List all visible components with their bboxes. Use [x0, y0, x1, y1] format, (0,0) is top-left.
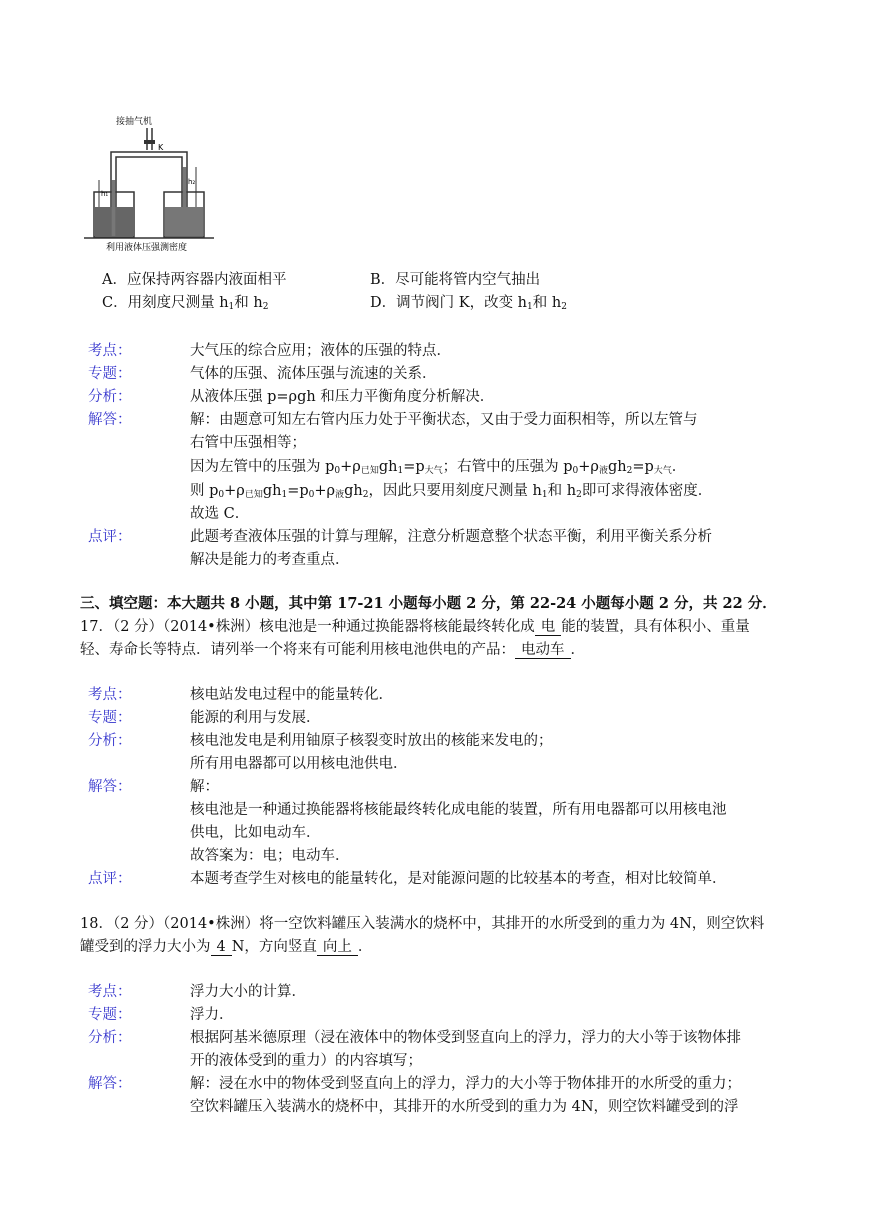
h1-label: h₁: [101, 190, 109, 198]
zhuanti-label: 专题：: [88, 1007, 132, 1023]
section-header: 三、填空题：本大题共 8 小题，其中第 17-21 小题每小题 2 分，第 22-24 小题每小题 2 分，共 22 分．: [80, 595, 777, 612]
jieda-line-1: 解：由题意可知左右管内压力处于平衡状态，又由于受力面积相等，所以左管与: [190, 412, 698, 428]
jieda-line-1: 解：浸在水中的物体受到竖直向上的浮力，浮力的大小等于物体排开的水所受的重力；: [190, 1076, 741, 1092]
zhuanti-text: 浮力．: [190, 1007, 234, 1023]
option-d: D．调节阀门 K，改变 $h_1$和 $h_2$: [370, 295, 567, 312]
kaodian-label: 考点：: [88, 984, 132, 1000]
q17-line-2: 轻、寿命长等特点．请列举一个将来有可能利用核电池供电的产品： 电动车 ．: [80, 642, 585, 658]
jieda-line-3: 因为左管中的压强为 $p_0+\rho_{已知}gh_1=p_{大气}$；右管中的压强为 $p_0+\rho_液gh_2=p_{大气}$．: [190, 459, 687, 476]
jieda-line-3: 供电，比如电动车．: [190, 825, 321, 841]
jieda-label: 解答：: [88, 779, 132, 795]
fenxi-text: 从液体压强 p=ρgh 和压力平衡角度分析解决．: [190, 389, 495, 405]
figure-caption: 利用液体压强测密度: [106, 243, 188, 252]
zhuanti-label: 专题：: [88, 366, 132, 382]
fenxi-line-1: 核电池发电是利用铀原子核裂变时放出的核能来发电的；: [190, 733, 553, 749]
zhuanti-text: 能源的利用与发展．: [190, 710, 321, 726]
fenxi-label: 分析：: [88, 733, 132, 749]
kaodian-label: 考点：: [88, 343, 132, 359]
option-a: A．应保持两容器内液面相平: [102, 272, 287, 288]
q18-answer-1: 4: [211, 939, 232, 956]
fenxi-line-2: 开的液体受到的重力）的内容填写；: [190, 1053, 422, 1069]
apparatus-figure: [84, 112, 214, 252]
valve-k: [144, 140, 155, 144]
fenxi-label: 分析：: [88, 1030, 132, 1046]
kaodian-label: 考点：: [88, 687, 132, 703]
q17-line-1: 17．（2 分）（2014•株洲）核电池是一种通过换能器将核能最终转化成 电 能的装置，具有体积小、重量: [80, 619, 750, 635]
q17-answer-2: 电动车: [515, 642, 571, 659]
q18-answer-2: 向上: [317, 939, 358, 956]
zhuanti-label: 专题：: [88, 710, 132, 726]
jieda-label: 解答：: [88, 412, 132, 428]
pump-label: 接抽气机: [116, 117, 153, 127]
kaodian-text: 核电站发电过程中的能量转化．: [190, 687, 393, 703]
fenxi-line-2: 所有用电器都可以用核电池供电．: [190, 756, 408, 772]
zhuanti-text: 气体的压强、流体压强与流速的关系．: [190, 366, 437, 382]
kaodian-text: 浮力大小的计算．: [190, 984, 306, 1000]
jieda-label: 解答：: [88, 1076, 132, 1092]
q18-line-1: 18．（2 分）（2014•株洲）将一空饮料罐压入装满水的烧杯中，其排开的水所受到的重力为 4N，则空饮料: [80, 916, 765, 932]
jieda-line-4: 故答案为：电；电动车．: [190, 848, 350, 864]
dianping-line-2: 解决是能力的考查重点．: [190, 552, 350, 568]
jieda-line-5: 故选 C．: [190, 506, 250, 522]
dianping-label: 点评：: [88, 529, 132, 545]
dianping-line-1: 此题考查液体压强的计算与理解，注意分析题意整个状态平衡，利用平衡关系分析: [190, 529, 712, 545]
h2-label: h₂: [188, 178, 196, 186]
apparatus-diagram: [84, 112, 214, 252]
dianping-label: 点评：: [88, 871, 132, 887]
option-b: B．尽可能将管内空气抽出: [370, 272, 541, 288]
q17-answer-1: 电: [535, 619, 562, 636]
dianping-text: 本题考查学生对核电的能量转化，是对能源问题的比较基本的考查，相对比较简单．: [190, 871, 727, 887]
valve-label: K: [158, 143, 164, 152]
jieda-line-2: 右管中压强相等；: [190, 435, 306, 451]
jieda-line-2: 空饮料罐压入装满水的烧杯中，其排开的水所受到的重力为 4N，则空饮料罐受到的浮: [190, 1099, 739, 1115]
fenxi-label: 分析：: [88, 389, 132, 405]
fenxi-line-1: 根据阿基米德原理（浸在液体中的物体受到竖直向上的浮力，浮力的大小等于该物体排: [190, 1030, 741, 1046]
jieda-line-1: 解：: [190, 779, 219, 795]
jieda-line-4: 则 $p_0+\rho_{已知}gh_1=p_0+\rho_液gh_2$，因此只要用刻度尺测量 $h_1$和 $h_2$即可求得液体密度．: [190, 483, 713, 500]
option-c: C．用刻度尺测量 $h_1$和 $h_2$: [102, 295, 269, 312]
kaodian-text: 大气压的综合应用；液体的压强的特点．: [190, 343, 451, 359]
q18-line-2: 罐受到的浮力大小为 4 N，方向竖直 向上 ．: [80, 939, 373, 955]
jieda-line-2: 核电池是一种通过换能器将核能最终转化成电能的装置，所有用电器都可以用核电池: [190, 802, 727, 818]
